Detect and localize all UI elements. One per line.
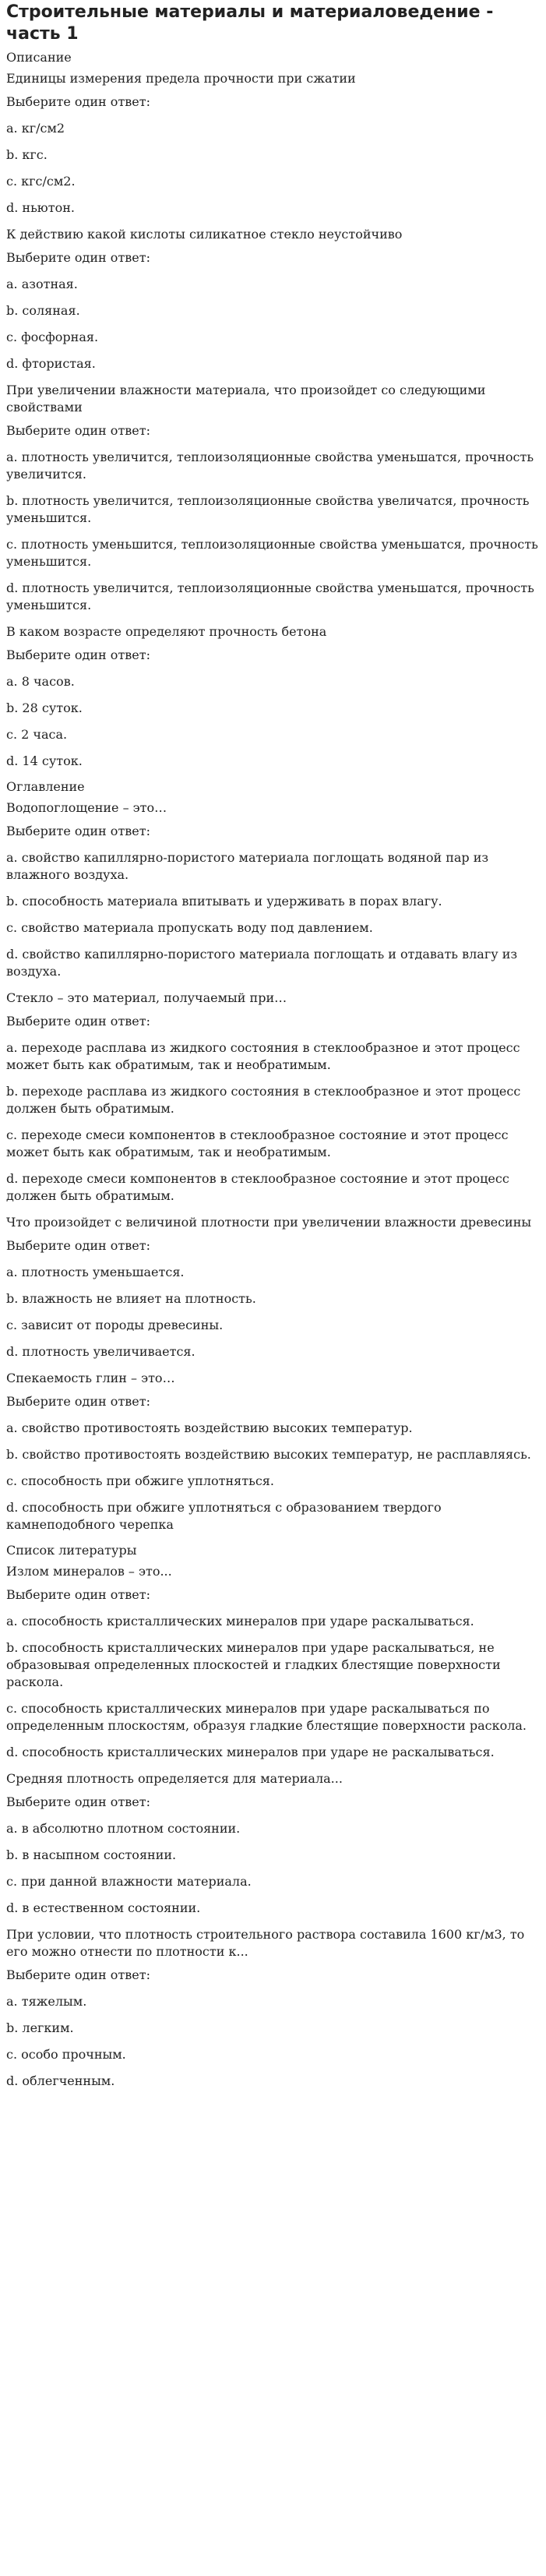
answer-option[interactable]: c. плотность уменьшится, теплоизоляционные свойства уменьшатся, прочность уменьшится. — [6, 537, 538, 569]
answer-option[interactable]: a. способность кристаллических минералов при ударе раскалываться. — [6, 1614, 474, 1629]
question-block — [6, 1563, 540, 1761]
question-text: При условии, что плотность строительного раствора составила 1600 кг/м3, то его можно отнести по плотности к... — [6, 1927, 525, 1959]
answer-prompt: Выберите один ответ: — [6, 824, 151, 838]
section-label: Список литературы — [6, 1543, 137, 1558]
answer-prompt: Выберите один ответ: — [6, 1394, 151, 1409]
answer-option[interactable]: c. фосфорная. — [6, 330, 99, 344]
answer-prompt: Выберите один ответ: — [6, 1587, 151, 1602]
question-block — [6, 1770, 540, 1917]
answer-option[interactable]: d. в естественном состоянии. — [6, 1900, 201, 1915]
answer-option[interactable]: a. свойство капиллярно-пористого материала поглощать водяной пар из влажного воздуха. — [6, 850, 489, 882]
answer-option[interactable]: a. 8 часов. — [6, 674, 75, 689]
answer-prompt: Выберите один ответ: — [6, 94, 151, 109]
section-label: Оглавление — [6, 779, 85, 794]
answer-option[interactable]: a. в абсолютно плотном состоянии. — [6, 1821, 241, 1836]
question-text: При увеличении влажности материала, что произойдет со следующими свойствами — [6, 383, 486, 415]
answer-option[interactable]: b. влажность не влияет на плотность. — [6, 1291, 256, 1306]
question-text: Единицы измерения предела прочности при сжатии — [6, 71, 356, 86]
question-block — [6, 1214, 540, 1360]
answer-option[interactable]: c. 2 часа. — [6, 727, 68, 742]
question-text: Излом минералов – это... — [6, 1564, 172, 1579]
answer-option[interactable]: b. 28 суток. — [6, 700, 83, 715]
question-block — [6, 70, 540, 217]
answer-prompt: Выберите один ответ: — [6, 1014, 151, 1029]
answer-option[interactable]: b. плотность увеличится, теплоизоляционные свойства увеличатся, прочность уменьшится. — [6, 493, 530, 525]
answer-prompt: Выберите один ответ: — [6, 423, 151, 438]
question-block — [6, 799, 540, 980]
answer-option[interactable]: c. зависит от породы древесины. — [6, 1318, 224, 1332]
answer-option[interactable]: b. в насыпном состоянии. — [6, 1847, 177, 1862]
question-text: Водопоглощение – это… — [6, 800, 167, 815]
answer-option[interactable]: a. плотность увеличится, теплоизоляционные свойства уменьшатся, прочность увеличится. — [6, 450, 534, 482]
answer-prompt: Выберите один ответ: — [6, 648, 151, 662]
answer-option[interactable]: b. способность материала впитывать и удерживать в порах влагу. — [6, 894, 442, 909]
answer-option[interactable]: d. свойство капиллярно-пористого материала поглощать и отдавать влагу из воздуха. — [6, 947, 518, 979]
answer-prompt: Выберите один ответ: — [6, 1967, 151, 1982]
answer-option[interactable]: a. тяжелым. — [6, 1994, 87, 2009]
answer-prompt: Выберите один ответ: — [6, 250, 151, 265]
answer-prompt: Выберите один ответ: — [6, 1794, 151, 1809]
answer-option[interactable]: c. переходе смеси компонентов в стеклообразное состояние и этот процесс может быть как обратимым, так и необратимым. — [6, 1127, 509, 1159]
answer-option[interactable]: c. особо прочным. — [6, 2047, 126, 2062]
answer-option[interactable]: a. свойство противостоять воздействию высоких температур. — [6, 1420, 413, 1435]
answer-option[interactable]: c. способность кристаллических минералов при ударе раскалываться по определенным плоскостям, образуя гладкие блестящие поверхности раскола. — [6, 1701, 527, 1733]
answer-option[interactable]: b. соляная. — [6, 303, 80, 318]
quiz-content — [6, 50, 540, 2090]
question-text: Средняя плотность определяется для материала... — [6, 1771, 343, 1786]
answer-option[interactable]: d. способность кристаллических минералов при ударе не раскалываться. — [6, 1745, 495, 1759]
answer-option[interactable]: b. способность кристаллических минералов при ударе раскалываться, не образовывая определенных плоскостей и гладких блестящие поверхности раскола. — [6, 1640, 501, 1689]
answer-option[interactable]: a. азотная. — [6, 277, 78, 291]
answer-option[interactable]: b. кгс. — [6, 147, 48, 162]
answer-option[interactable]: b. легким. — [6, 2020, 74, 2035]
answer-option[interactable]: a. переходе расплава из жидкого состояния в стеклообразное и этот процесс может быть как обратимым, так и необратимым. — [6, 1040, 520, 1072]
answer-option[interactable]: d. 14 суток. — [6, 753, 83, 768]
answer-option[interactable]: d. плотность увеличивается. — [6, 1344, 196, 1359]
answer-option[interactable]: d. плотность увеличится, теплоизоляционные свойства уменьшатся, прочность уменьшится. — [6, 580, 534, 612]
question-text: К действию какой кислоты силикатное стекло неустойчиво — [6, 227, 403, 242]
question-text: Спекаемость глин – это… — [6, 1371, 175, 1385]
answer-option[interactable]: d. фтористая. — [6, 356, 96, 371]
answer-option[interactable]: d. переходе смеси компонентов в стеклообразное состояние и этот процесс должен быть обратимым. — [6, 1171, 509, 1203]
question-text: Что произойдет с величиной плотности при увеличении влажности древесины — [6, 1215, 532, 1230]
question-block — [6, 1926, 540, 2090]
page-title: Строительные материалы и материаловедение - часть 1 — [6, 2, 494, 44]
question-block — [6, 1370, 540, 1533]
answer-option[interactable]: d. облегченным. — [6, 2073, 115, 2088]
answer-option[interactable]: d. ньютон. — [6, 200, 75, 215]
answer-prompt: Выберите один ответ: — [6, 1238, 151, 1253]
answer-option[interactable]: c. способность при обжиге уплотняться. — [6, 1473, 274, 1488]
question-block — [6, 382, 540, 614]
section-label: Описание — [6, 50, 72, 65]
answer-option[interactable]: c. при данной влажности материала. — [6, 1874, 252, 1889]
question-block — [6, 990, 540, 1205]
question-block — [6, 226, 540, 372]
question-text: В каком возрасте определяют прочность бетона — [6, 624, 327, 639]
answer-option[interactable]: b. свойство противостоять воздействию высоких температур, не расплавляясь. — [6, 1447, 531, 1462]
answer-option[interactable]: c. кгс/см2. — [6, 174, 76, 189]
question-block — [6, 623, 540, 770]
answer-option[interactable]: c. свойство материала пропускать воду под давлением. — [6, 920, 373, 935]
answer-option[interactable]: d. способность при обжиге уплотняться с образованием твердого камнеподобного черепка — [6, 1500, 442, 1532]
answer-option[interactable]: a. плотность уменьшается. — [6, 1265, 185, 1279]
question-text: Стекло – это материал, получаемый при… — [6, 990, 287, 1005]
answer-option[interactable]: b. переходе расплава из жидкого состояния в стеклообразное и этот процесс должен быть обратимым. — [6, 1084, 521, 1116]
answer-option[interactable]: a. кг/см2 — [6, 121, 65, 136]
